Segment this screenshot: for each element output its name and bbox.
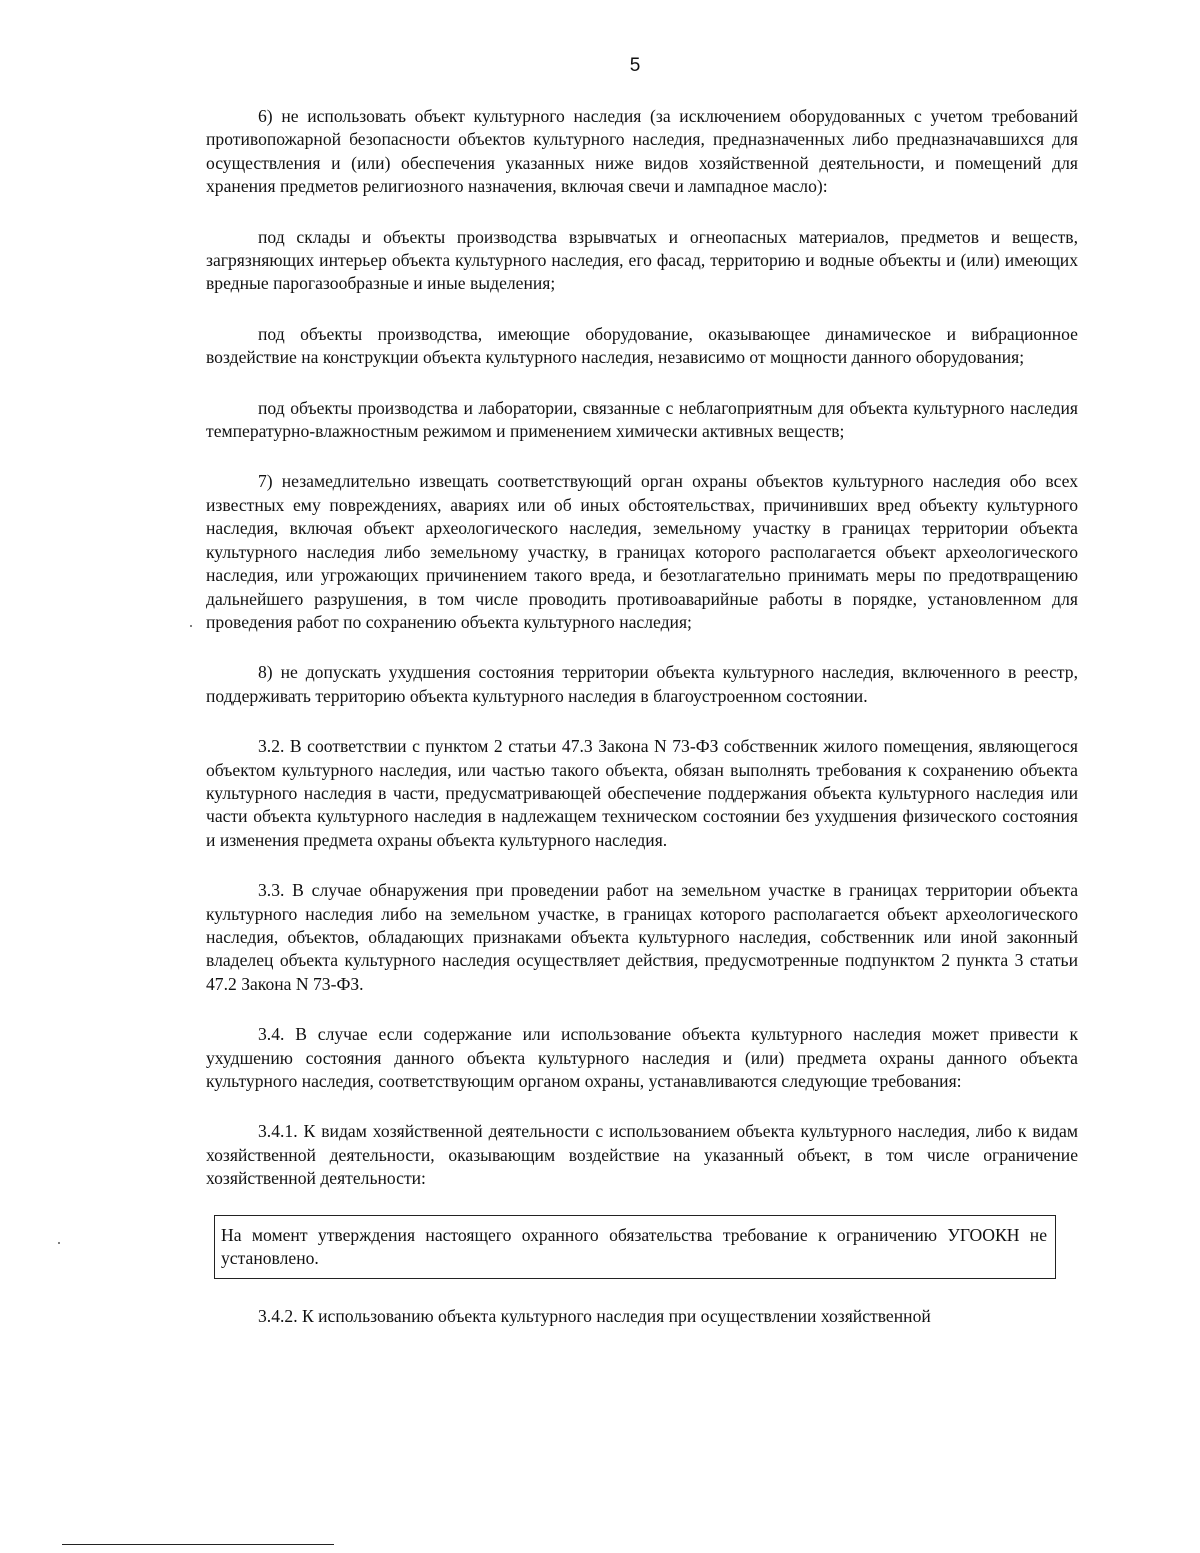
paragraph-3-4-2: 3.4.2. К использованию объекта культурного наследия при осуществлении хозяйственной	[258, 1306, 931, 1327]
paragraph-7: 7) незамедлительно извещать соответствующий орган охраны объектов культурного наследия обо всех известных ему повреждениях, авариях или об иных обстоятельствах, причинивших вред объекту культурного наследия, включая объект археологического наследия, земельному участку в границах территории объекта культурного наследия либо земельному участку, в границах которого располагается объект археологического наследия, или угрожающих причинением такого вреда, и безотлагательно принимать меры по предотвращению дальнейшего разрушения, в том числе проводить противоаварийные работы в порядке, установленном для проведения работ по сохранению объекта культурного наследия;	[206, 471, 1078, 632]
footnote-rule	[62, 1544, 334, 1545]
paragraph-8: 8) не допускать ухудшения состояния территории объекта культурного наследия, включенного в реестр, поддерживать территорию объекта культурного наследия в благоустроенном состоянии.	[206, 662, 1078, 706]
paragraph-3-4: 3.4. В случае если содержание или использование объекта культурного наследия может привести к ухудшению состояния данного объекта культурного наследия и (или) предмета охраны данного объекта культурного наследия, соответствующим органом охраны, устанавливаются следующие требования:	[206, 1024, 1078, 1091]
paragraph-3-2: 3.2. В соответствии с пунктом 2 статьи 47.3 Закона N 73-ФЗ собственник жилого помещения, являющегося объектом культурного наследия, или частью такого объекта, обязан выполнять требования к сохранению объекта культурного наследия в части, предусматривающей обеспечение поддержания объекта культурного наследия или части объекта культурного наследия в надлежащем техническом состоянии без ухудшения физического состояния и изменения предмета охраны объекта культурного наследия.	[206, 736, 1078, 850]
page-number: 5	[629, 55, 641, 76]
paragraph-6: 6) не использовать объект культурного наследия (за исключением оборудованных с учетом требований противопожарной безопасности объектов культурного наследия, предназначенных либо предназначавшихся для осуществления и (или) обеспечения указанных ниже видов хозяйственной деятельности, и помещений для хранения предметов религиозного назначения, включая свечи и лампадное масло):	[206, 106, 1078, 197]
paragraph-6-item-vibration: под объекты производства, имеющие оборудование, оказывающее динамическое и вибрационное воздействие на конструкции объекта культурного наследия, независимо от мощности данного оборудования;	[206, 323, 1078, 368]
scan-speck	[58, 1242, 60, 1244]
paragraph-3-3: 3.3. В случае обнаружения при проведении работ на земельном участке в границах территории объекта культурного наследия либо на земельном участке, в границах которого располагается объект археологического наследия, объектов, обладающих признаками объекта культурного наследия, собственник или иной законный владелец объекта культурного наследия осуществляет действия, предусмотренные подпунктом 2 пункта 3 статьи 47.2 Закона N 73-ФЗ.	[206, 880, 1078, 994]
boxed-note: На момент утверждения настоящего охранного обязательства требование к ограничению УГООКН не установлено.	[214, 1215, 1056, 1280]
scan-speck	[190, 625, 192, 627]
paragraph-6-item-warehouses: под склады и объекты производства взрывчатых и огнеопасных материалов, предметов и веществ, загрязняющих интерьер объекта культурного наследия, его фасад, территорию и водные объекты и (или) имеющих вредные парогазообразные и иные выделения;	[206, 226, 1078, 294]
document-body	[206, 105, 1078, 1356]
paragraph-3-4-1: 3.4.1. К видам хозяйственной деятельности с использованием объекта культурного наследия, либо к видам хозяйственной деятельности, оказывающим воздействие на указанный объект, в том числе ограничение хозяйственной деятельности:	[206, 1121, 1078, 1189]
paragraph-6-item-laboratories: под объекты производства и лаборатории, связанные с неблагоприятным для объекта культурного наследия температурно-влажностным режимом и применением химически активных веществ;	[206, 397, 1078, 442]
